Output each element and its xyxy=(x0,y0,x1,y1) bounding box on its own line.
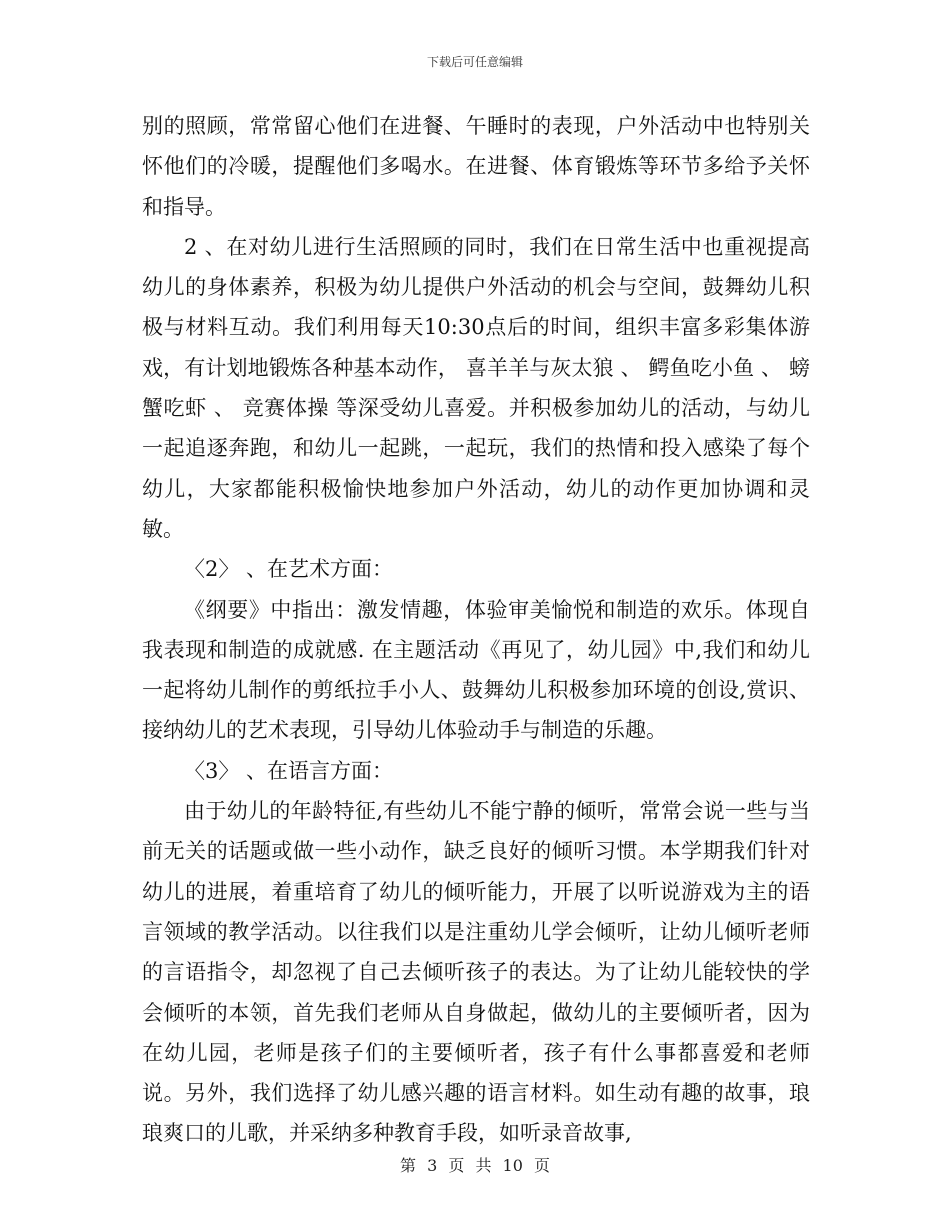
paragraph: 《纲要》中指出：激发情趣，体验审美愉悦和制造的欢乐。体现自我表现和制造的成就感. 在主题活动《再见了，幼儿园》中,我们和幼儿一起将幼儿制作的剪纸拉手小人、鼓舞幼儿积极参加环境的创设,赏识、接纳幼儿的艺术表现，引导幼儿体验动手与制造的乐趣。 xyxy=(142,597,810,743)
paragraph: 2 、在对幼儿进行生活照顾的同时，我们在日常生活中也重视提高幼儿的身体素养，积极为幼儿提供户外活动的机会与空间，鼓舞幼儿积极与材料互动。我们利用每天10:30点后的时间，组织丰富多彩集体游戏，有计划地锻炼各种基本动作， 喜羊羊与灰太狼 、 鳄鱼吃小鱼 、 螃蟹吃虾 、 竞赛体操 等深受幼儿喜爱。并积极参加幼儿的活动，与幼儿一起追逐奔跑，和幼儿一起跳，一起玩，我们的热情和投入感染了每个幼儿，大家都能积极愉快地参加户外活动，幼儿的动作更加协调和灵敏。 xyxy=(142,234,810,541)
paragraph: 由于幼儿的年龄特征,有些幼儿不能宁静的倾听，常常会说一些与当前无关的话题或做一些小动作，缺乏良好的倾听习惯。本学期我们针对幼儿的进展，着重培育了幼儿的倾听能力，开展了以听说游戏为主的语言领域的教学活动。以往我们以是注重幼儿学会倾听，让幼儿倾听老师的言语指令，却忽视了自己去倾听孩子的表达。为了让幼儿能较快的学会倾听的本领，首先我们老师从自身做起，做幼儿的主要倾听者，因为在幼儿园，老师是孩子们的主要倾听者，孩子有什么事都喜爱和老师说。另外，我们选择了幼儿感兴趣的语言材料。如生动有趣的故事，琅琅爽口的儿歌，并采纳多种教育手段，如听录音故事, xyxy=(142,799,810,1146)
body-text xyxy=(142,106,810,1154)
page-header: 下载后可任意编辑 xyxy=(426,55,523,69)
section-heading: 〈3〉 、在语言方面： xyxy=(184,758,394,783)
paragraph: 别的照顾，常常留心他们在进餐、午睡时的表现，户外活动中也特别关怀他们的冷暖，提醒他们多喝水。在进餐、体育锻炼等环节多给予关怀和指导。 xyxy=(142,114,810,219)
section-heading: 〈2〉 、在艺术方面： xyxy=(184,557,394,582)
page-number: 第 3 页 共 10 页 xyxy=(400,1156,550,1175)
